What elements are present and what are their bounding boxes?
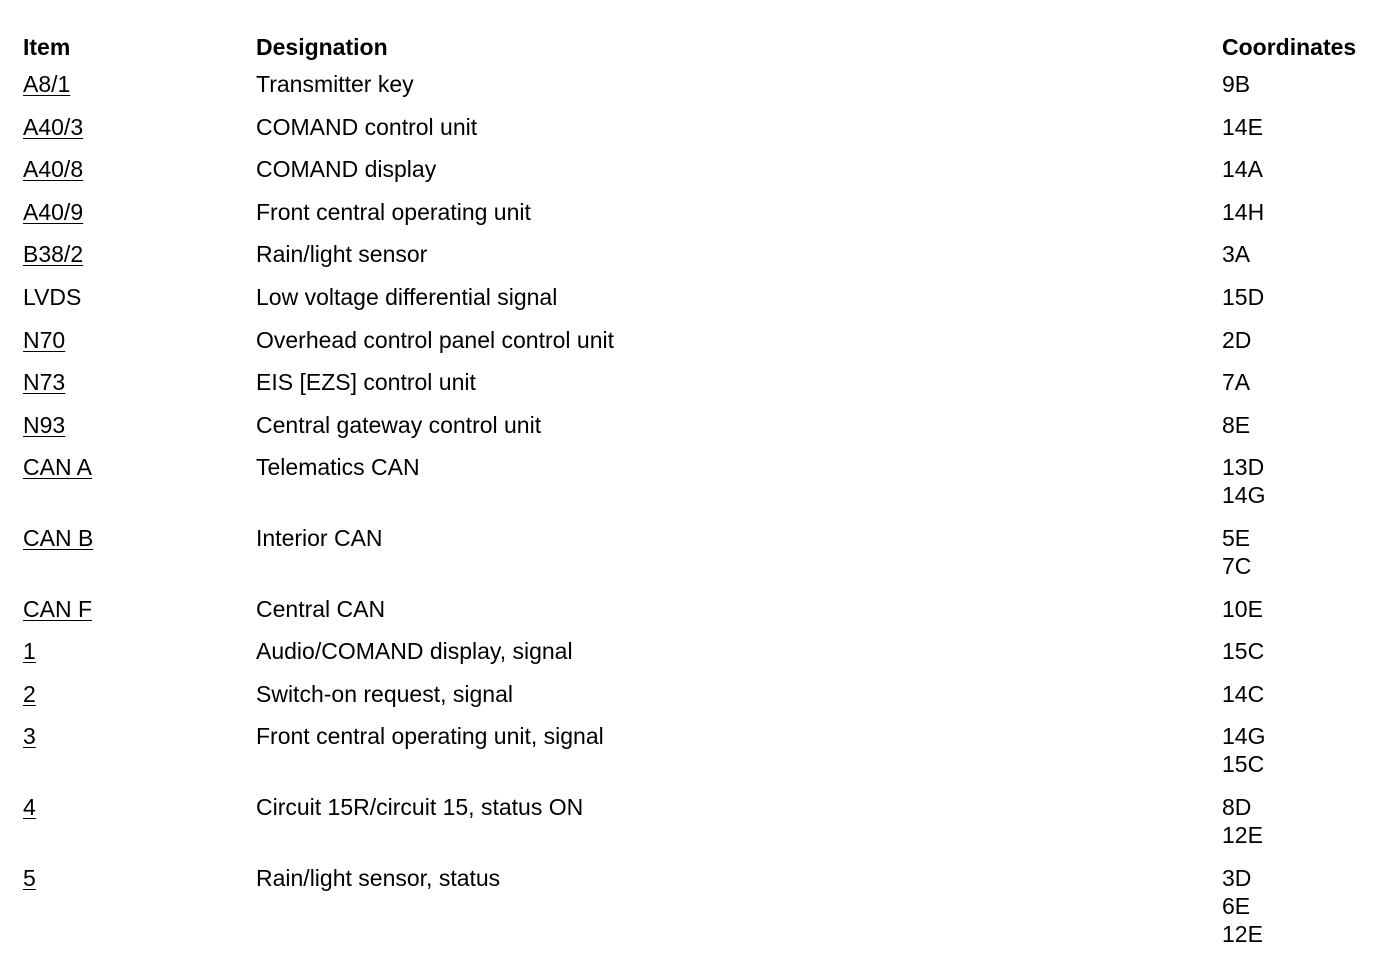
coordinate: 3A xyxy=(1222,241,1251,268)
item-link[interactable]: A40/3 xyxy=(23,113,84,140)
coordinates xyxy=(1222,453,1265,509)
coordinates xyxy=(1222,793,1263,849)
table-row xyxy=(23,524,1383,595)
item-label: LVDS xyxy=(23,283,82,310)
coordinates xyxy=(1222,864,1263,948)
coordinate: 10E xyxy=(1222,595,1263,622)
coordinates xyxy=(1222,411,1250,439)
item-link[interactable]: B38/2 xyxy=(23,241,84,268)
table-row xyxy=(23,198,1383,241)
coordinates xyxy=(1222,637,1264,665)
coordinate: 14A xyxy=(1222,156,1263,183)
coordinate: 9B xyxy=(1222,71,1251,97)
header-item: Item xyxy=(23,34,71,60)
designation: Rain/light sensor xyxy=(256,241,428,268)
table-row xyxy=(23,326,1383,369)
designation: COMAND control unit xyxy=(256,113,478,140)
table-row xyxy=(23,637,1383,680)
coordinate: 14G xyxy=(1222,482,1266,509)
coordinates xyxy=(1222,524,1251,580)
header-coordinates: Coordinates xyxy=(1222,34,1357,60)
item-link[interactable]: A40/9 xyxy=(23,198,84,225)
designation: Central CAN xyxy=(256,595,386,622)
table-row xyxy=(23,411,1383,454)
item-link[interactable]: 5 xyxy=(23,864,36,891)
designation: Front central operating unit xyxy=(256,198,531,225)
coordinates xyxy=(1222,680,1264,708)
table-row xyxy=(23,70,1383,113)
table-row xyxy=(23,368,1383,411)
coordinates xyxy=(1222,240,1250,268)
table-row xyxy=(23,722,1383,793)
coordinates xyxy=(1222,113,1263,141)
item-link[interactable]: 2 xyxy=(23,680,36,707)
coordinate: 7A xyxy=(1222,369,1251,396)
item-link[interactable]: N70 xyxy=(23,326,66,353)
coordinates xyxy=(1222,198,1264,226)
coordinate: 14C xyxy=(1222,680,1265,707)
coordinate: 6E xyxy=(1222,892,1251,919)
designation: Interior CAN xyxy=(256,524,383,551)
coordinates xyxy=(1222,595,1263,623)
coordinate: 14G xyxy=(1222,723,1266,750)
table-header xyxy=(23,30,1383,70)
table-body xyxy=(23,70,1383,962)
coordinates xyxy=(1222,368,1250,396)
table-row xyxy=(23,595,1383,638)
coordinate: 12E xyxy=(1222,920,1263,947)
item-link[interactable]: A8/1 xyxy=(23,71,71,97)
coordinate: 2D xyxy=(1222,326,1252,353)
coordinates xyxy=(1222,326,1251,354)
designation: Front central operating unit, signal xyxy=(256,723,604,750)
item-link[interactable]: CAN B xyxy=(23,524,94,551)
coordinates xyxy=(1222,722,1265,778)
item-link[interactable]: 3 xyxy=(23,723,36,750)
table-row xyxy=(23,240,1383,283)
designation: Overhead control panel control unit xyxy=(256,326,614,353)
designation: Audio/COMAND display, signal xyxy=(256,638,573,665)
coordinate: 14E xyxy=(1222,113,1263,140)
table-row xyxy=(23,680,1383,723)
coordinate: 13D xyxy=(1222,454,1265,481)
coordinate: 12E xyxy=(1222,821,1263,848)
table-row xyxy=(23,113,1383,156)
table-row xyxy=(23,155,1383,198)
header-designation: Designation xyxy=(256,34,388,60)
coordinate: 15C xyxy=(1222,638,1265,665)
table-row xyxy=(23,793,1383,864)
coordinate: 14H xyxy=(1222,198,1265,225)
coordinate: 8E xyxy=(1222,411,1251,438)
item-link[interactable]: CAN A xyxy=(23,454,93,481)
item-link[interactable]: A40/8 xyxy=(23,156,84,183)
table-row xyxy=(23,283,1383,326)
coordinates xyxy=(1222,283,1264,311)
designation: Telematics CAN xyxy=(256,454,420,481)
item-link[interactable]: N93 xyxy=(23,411,66,438)
coordinate: 8D xyxy=(1222,793,1252,820)
coordinates xyxy=(1222,70,1250,98)
designation: Switch-on request, signal xyxy=(256,680,513,707)
coordinate: 7C xyxy=(1222,552,1252,579)
designation: COMAND display xyxy=(256,156,437,183)
designation: Circuit 15R/circuit 15, status ON xyxy=(256,793,584,820)
coordinate: 3D xyxy=(1222,864,1252,891)
designation: Low voltage differential signal xyxy=(256,283,558,310)
designation: Rain/light sensor, status xyxy=(256,864,501,891)
coordinate: 5E xyxy=(1222,524,1251,551)
coordinate: 15D xyxy=(1222,283,1265,310)
coordinates xyxy=(1222,155,1263,183)
designation: Central gateway control unit xyxy=(256,411,542,438)
item-link[interactable]: CAN F xyxy=(23,595,92,622)
designation: EIS [EZS] control unit xyxy=(256,369,476,396)
table-row xyxy=(23,453,1383,524)
designation: Transmitter key xyxy=(256,71,414,97)
coordinate: 15C xyxy=(1222,751,1265,778)
item-link[interactable]: N73 xyxy=(23,369,66,396)
item-link[interactable]: 4 xyxy=(23,793,36,820)
legend-table xyxy=(23,30,1383,962)
table-row xyxy=(23,864,1383,963)
item-link[interactable]: 1 xyxy=(23,638,36,665)
